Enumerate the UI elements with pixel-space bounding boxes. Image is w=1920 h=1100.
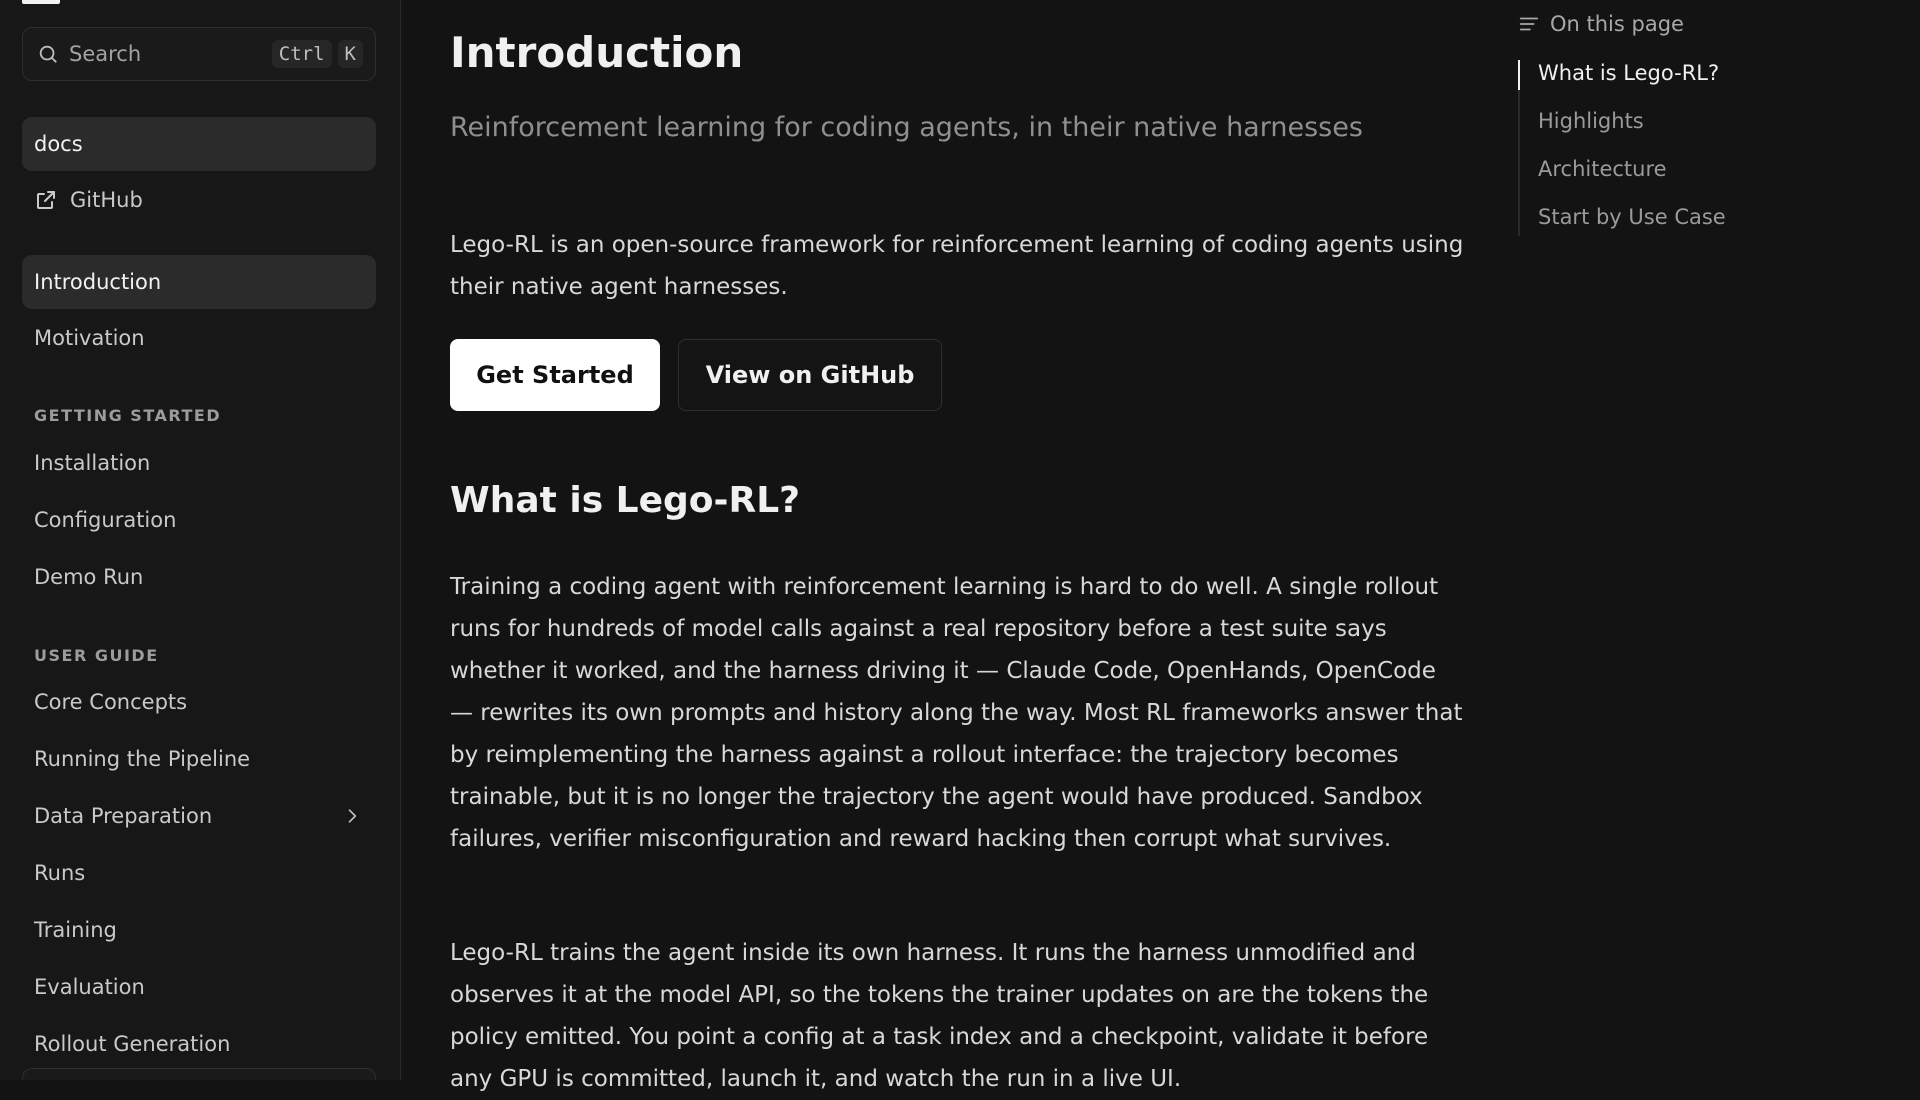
shortcut-k: K	[338, 40, 363, 68]
chevron-right-icon[interactable]	[342, 806, 362, 826]
get-started-button[interactable]: Get Started	[450, 339, 660, 411]
sidebar	[0, 0, 401, 1080]
toc-item-what-is[interactable]: What is Lego-RL?	[1538, 61, 1720, 85]
sidebar-item-label: Introduction	[34, 270, 162, 294]
sidebar-item-motivation[interactable]	[22, 311, 376, 365]
page-title: Introduction	[450, 28, 744, 77]
sidebar-item-configuration[interactable]	[22, 493, 376, 547]
section-heading-what-is: What is Lego-RL?	[450, 480, 801, 521]
sidebar-item-label: Rollout Generation	[34, 1032, 231, 1056]
sidebar-item-label: Core Concepts	[34, 690, 188, 714]
sidebar-item-installation[interactable]	[22, 436, 376, 490]
search-placeholder: Search	[69, 42, 142, 66]
external-link-icon	[34, 188, 58, 212]
section-heading-user-guide: USER GUIDE	[34, 646, 159, 665]
search-box[interactable]	[22, 27, 376, 81]
sidebar-item-label: Evaluation	[34, 975, 145, 999]
toc-header	[1518, 12, 1684, 36]
sidebar-item-rollout-generation[interactable]	[22, 1017, 376, 1071]
search-icon	[37, 43, 59, 65]
sidebar-item-label: Installation	[34, 451, 151, 475]
sidebar-item-label: Data Preparation	[34, 804, 213, 828]
sidebar-item-label: docs	[34, 132, 83, 156]
sidebar-item-label: Demo Run	[34, 565, 144, 589]
toc-heading: On this page	[1550, 12, 1684, 36]
sidebar-item-label: Motivation	[34, 326, 145, 350]
sidebar-item-label: GitHub	[70, 188, 143, 212]
sidebar-item-github[interactable]	[22, 173, 376, 227]
sidebar-footer[interactable]	[22, 1068, 376, 1080]
sidebar-item-label: Running the Pipeline	[34, 747, 251, 771]
page-subtitle: Reinforcement learning for coding agents, in their native harnesses	[450, 112, 1363, 143]
view-on-github-button[interactable]: View on GitHub	[678, 339, 942, 411]
sidebar-item-docs[interactable]	[22, 117, 376, 171]
sidebar-item-running-the-pipeline[interactable]	[22, 732, 376, 786]
toc-active-indicator	[1518, 60, 1520, 90]
body-paragraph-2: Lego-RL trains the agent inside its own harness. It runs the harness unmodified and observes it at the model API, so the tokens the trainer updates on are the tokens the policy emitted. You point a config at a task index and a checkpoint, validate it before any GPU is committed, launch it, and watch the run in a live UI.	[450, 940, 1429, 1092]
sidebar-item-label: Runs	[34, 861, 86, 885]
shortcut-ctrl: Ctrl	[272, 40, 332, 68]
sidebar-item-introduction[interactable]	[22, 255, 376, 309]
sidebar-item-training[interactable]	[22, 903, 376, 957]
sidebar-item-data-preparation[interactable]	[22, 789, 376, 843]
toc-item-architecture[interactable]: Architecture	[1538, 157, 1667, 181]
logo[interactable]	[22, 0, 60, 4]
sidebar-item-evaluation[interactable]	[22, 960, 376, 1014]
body-paragraph-1: Training a coding agent with reinforcement learning is hard to do well. A single rollout runs for hundreds of model calls against a real repository before a test suite says whether it worked, and the harness driving it — Claude Code, OpenHands, OpenCode — rewrites its own prompts and history along the way. Most RL frameworks answer that by reimplementing the harness against a rollout interface: the trajectory becomes trainable, but it is no longer the trajectory the agent would have produced. Sandbox failures, verifier misconfiguration and reward hacking then corrupt what survives.	[450, 574, 1463, 852]
intro-paragraph: Lego-RL is an open-source framework for reinforcement learning of coding agents using their native agent harnesses.	[450, 232, 1464, 300]
sidebar-item-core-concepts[interactable]	[22, 675, 376, 729]
section-heading-getting-started: GETTING STARTED	[34, 406, 222, 425]
sidebar-item-label: Training	[34, 918, 117, 942]
sidebar-item-label: Configuration	[34, 508, 177, 532]
list-icon	[1518, 13, 1540, 35]
sidebar-item-runs[interactable]	[22, 846, 376, 900]
toc-item-highlights[interactable]: Highlights	[1538, 109, 1644, 133]
toc-item-start-by-use-case[interactable]: Start by Use Case	[1538, 205, 1726, 229]
sidebar-item-demo-run[interactable]	[22, 550, 376, 604]
